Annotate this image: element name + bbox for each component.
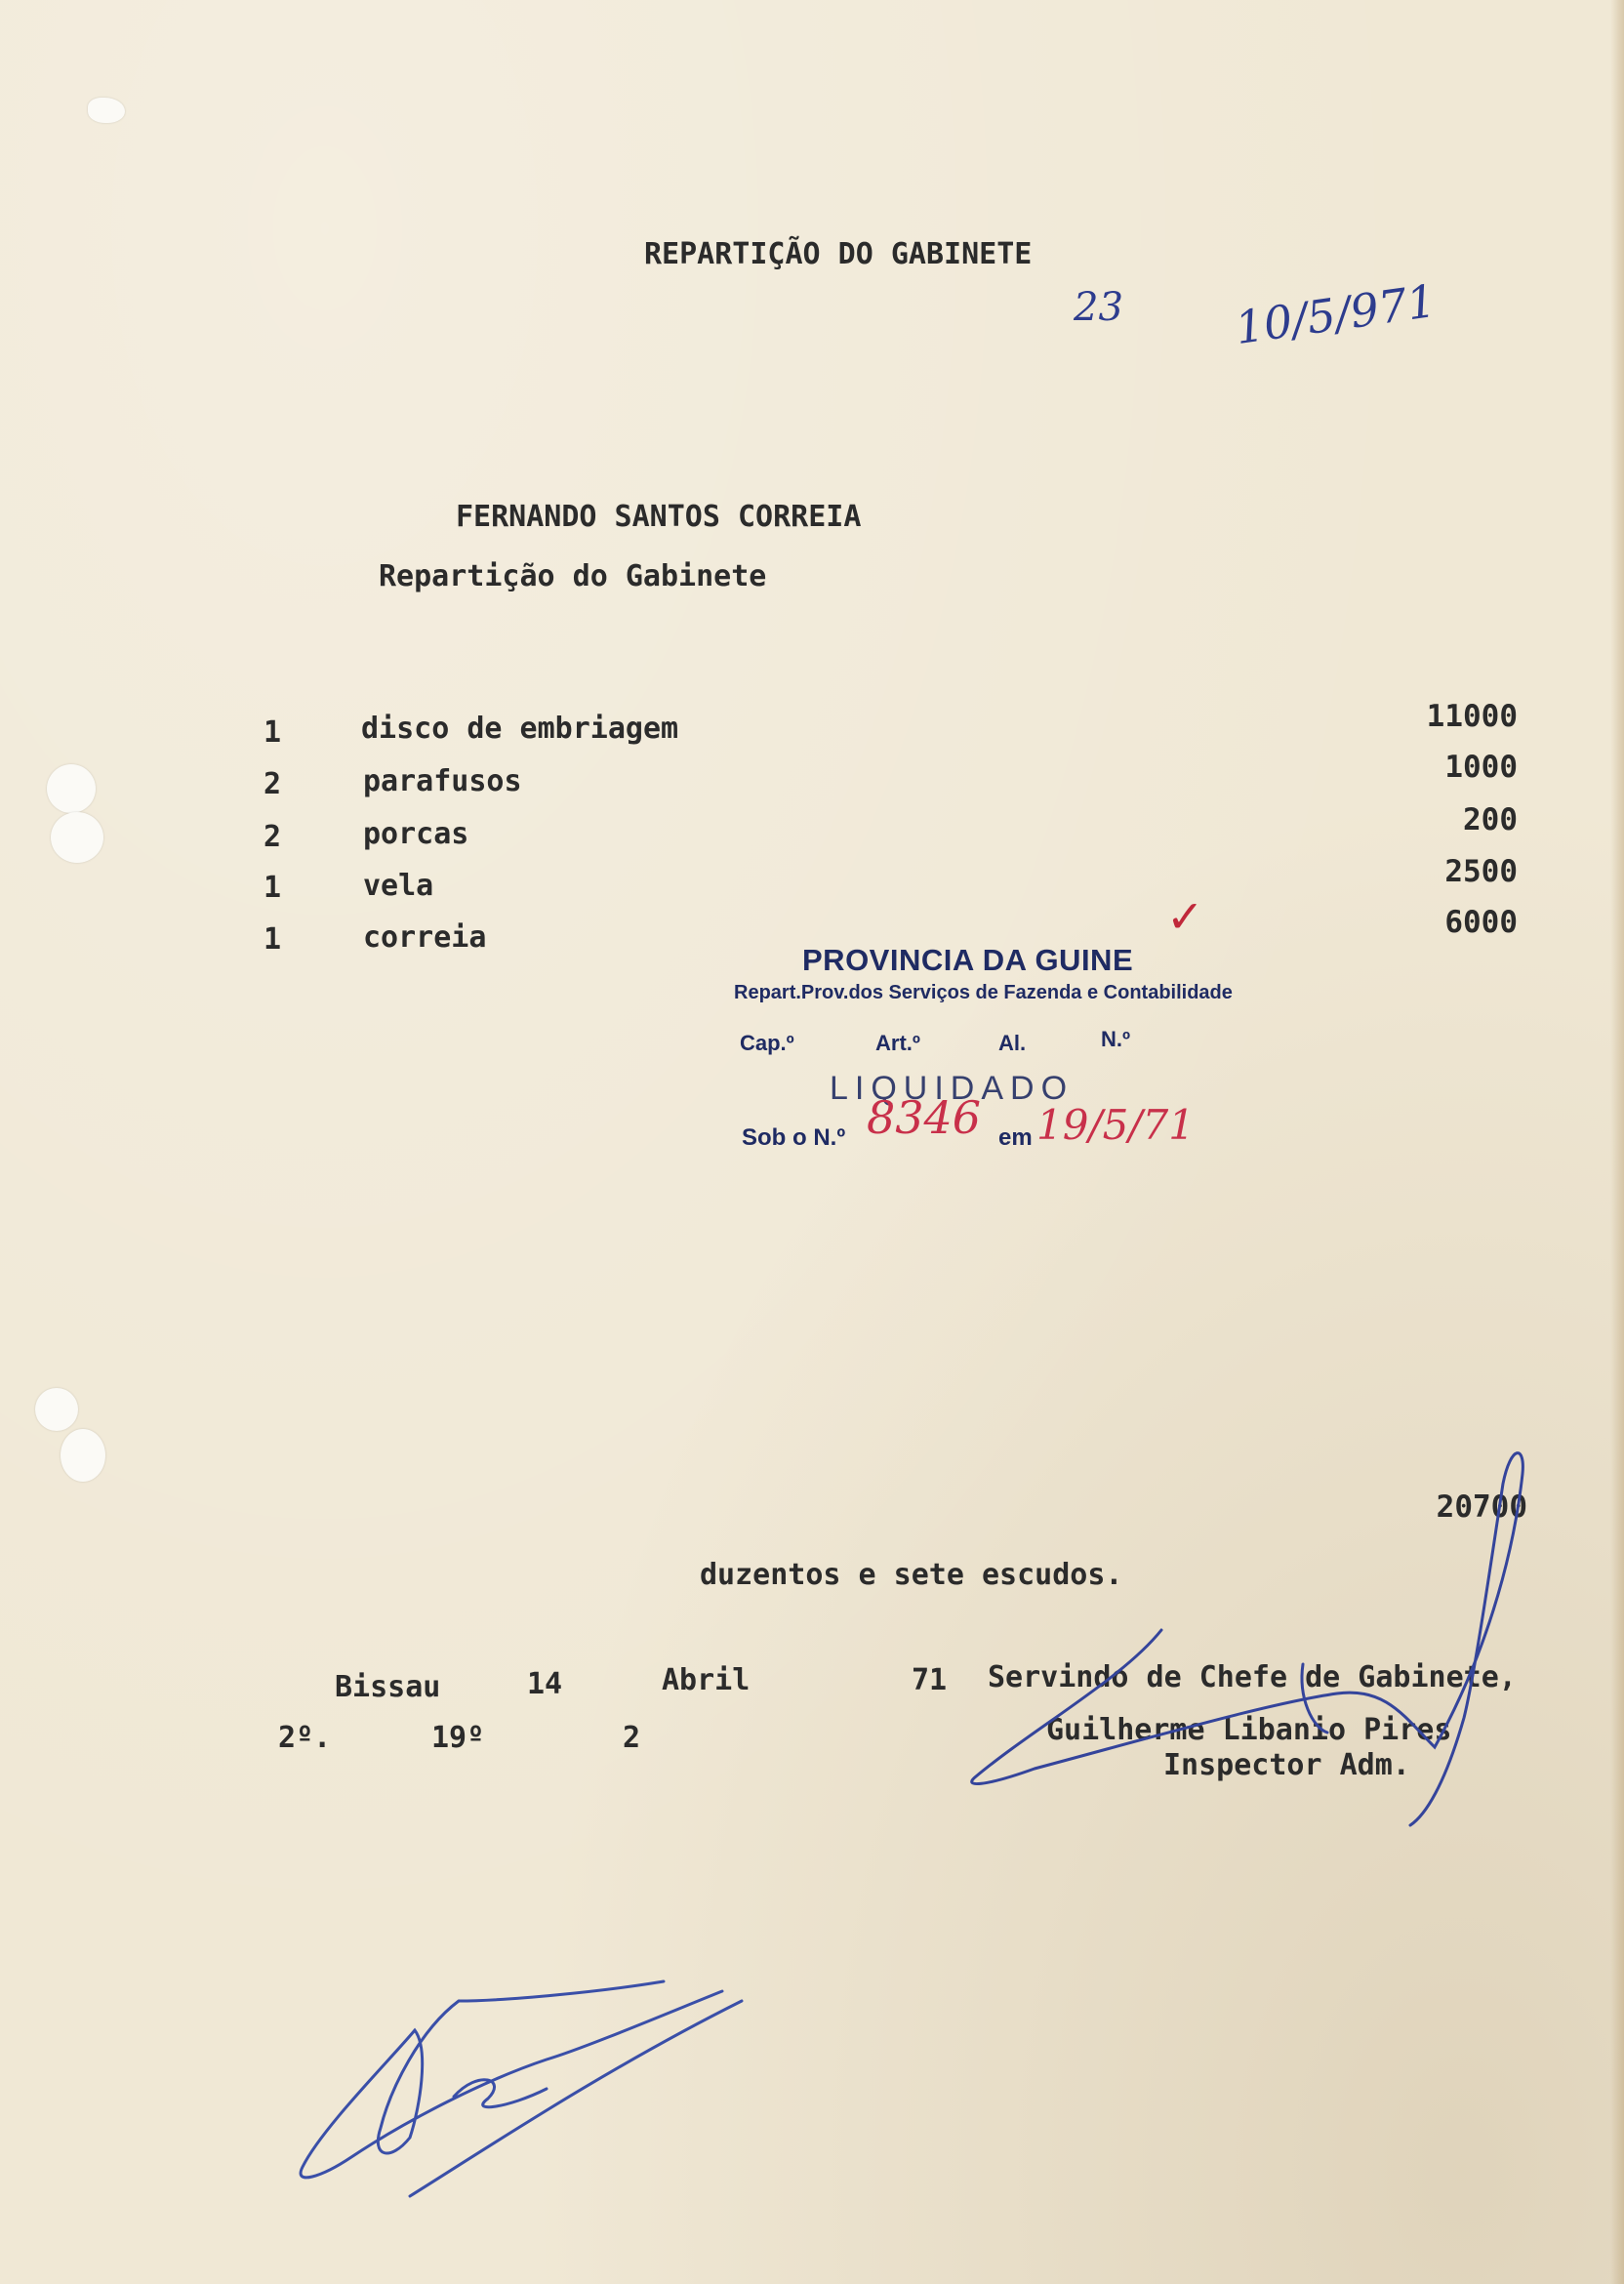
- item-qty: 1: [264, 715, 282, 750]
- total-amount: 20700: [1436, 1489, 1527, 1525]
- recipient-department: Repartição do Gabinete: [379, 559, 767, 593]
- place-month: Abril: [662, 1663, 751, 1697]
- stamp-status: LIQUIDADO: [830, 1070, 1075, 1107]
- code-1: 2º.: [278, 1721, 332, 1755]
- item-amount: 2500: [1444, 854, 1518, 889]
- item-qty: 1: [264, 871, 282, 905]
- item-description: correia: [363, 920, 487, 955]
- check-mark: ✓: [1166, 890, 1204, 943]
- stamp-em-label: em: [998, 1124, 1033, 1151]
- item-description: vela: [363, 869, 434, 903]
- recipient-name: FERNANDO SANTOS CORREIA: [456, 500, 862, 534]
- initials-signature: [301, 1981, 742, 2196]
- signatory-name: Guilherme Libanio Pires: [1046, 1713, 1452, 1747]
- stamp-al-label: Al.: [998, 1031, 1027, 1055]
- item-description: disco de embriagem: [361, 712, 679, 746]
- code-3: 2: [623, 1721, 641, 1755]
- item-description: porcas: [363, 817, 469, 851]
- item-qty: 1: [264, 922, 282, 957]
- place-day: 14: [527, 1667, 563, 1701]
- signatory-role: Servindo de Chefe de Gabinete,: [988, 1660, 1517, 1694]
- place-year: 71: [912, 1663, 948, 1697]
- stamp-province: PROVINCIA DA GUINE: [802, 943, 1134, 977]
- stamp-number-handwritten: 8346: [867, 1091, 982, 1144]
- item-amount: 6000: [1444, 905, 1518, 940]
- item-qty: 2: [264, 767, 282, 801]
- stamp-department: Repart.Prov.dos Serviços de Fazenda e Contabilidade: [734, 982, 1233, 1003]
- signatory-title: Inspector Adm.: [1163, 1748, 1410, 1782]
- stamp-cap-label: Cap.º: [740, 1031, 794, 1055]
- official-signature: [972, 1453, 1523, 1825]
- amount-in-words: duzentos e sete escudos.: [700, 1558, 1123, 1592]
- item-description: parafusos: [363, 764, 522, 798]
- stamp-sob-label: Sob o N.º: [742, 1124, 846, 1151]
- item-amount: 11000: [1426, 699, 1518, 734]
- handwritten-date: 10/5/971: [1232, 273, 1440, 355]
- document-header: REPARTIÇÃO DO GABINETE: [644, 237, 1033, 271]
- item-qty: 2: [264, 820, 282, 854]
- handwritten-ref-number: 23: [1074, 285, 1123, 330]
- item-amount: 1000: [1444, 750, 1518, 785]
- stamp-art-label: Art.º: [875, 1031, 920, 1055]
- item-amount: 200: [1463, 802, 1518, 837]
- stamp-date-handwritten: 19/5/71: [1036, 1101, 1195, 1149]
- code-2: 19º: [431, 1721, 485, 1755]
- stamp-n-label: N.º: [1101, 1027, 1131, 1051]
- place-city: Bissau: [335, 1670, 441, 1704]
